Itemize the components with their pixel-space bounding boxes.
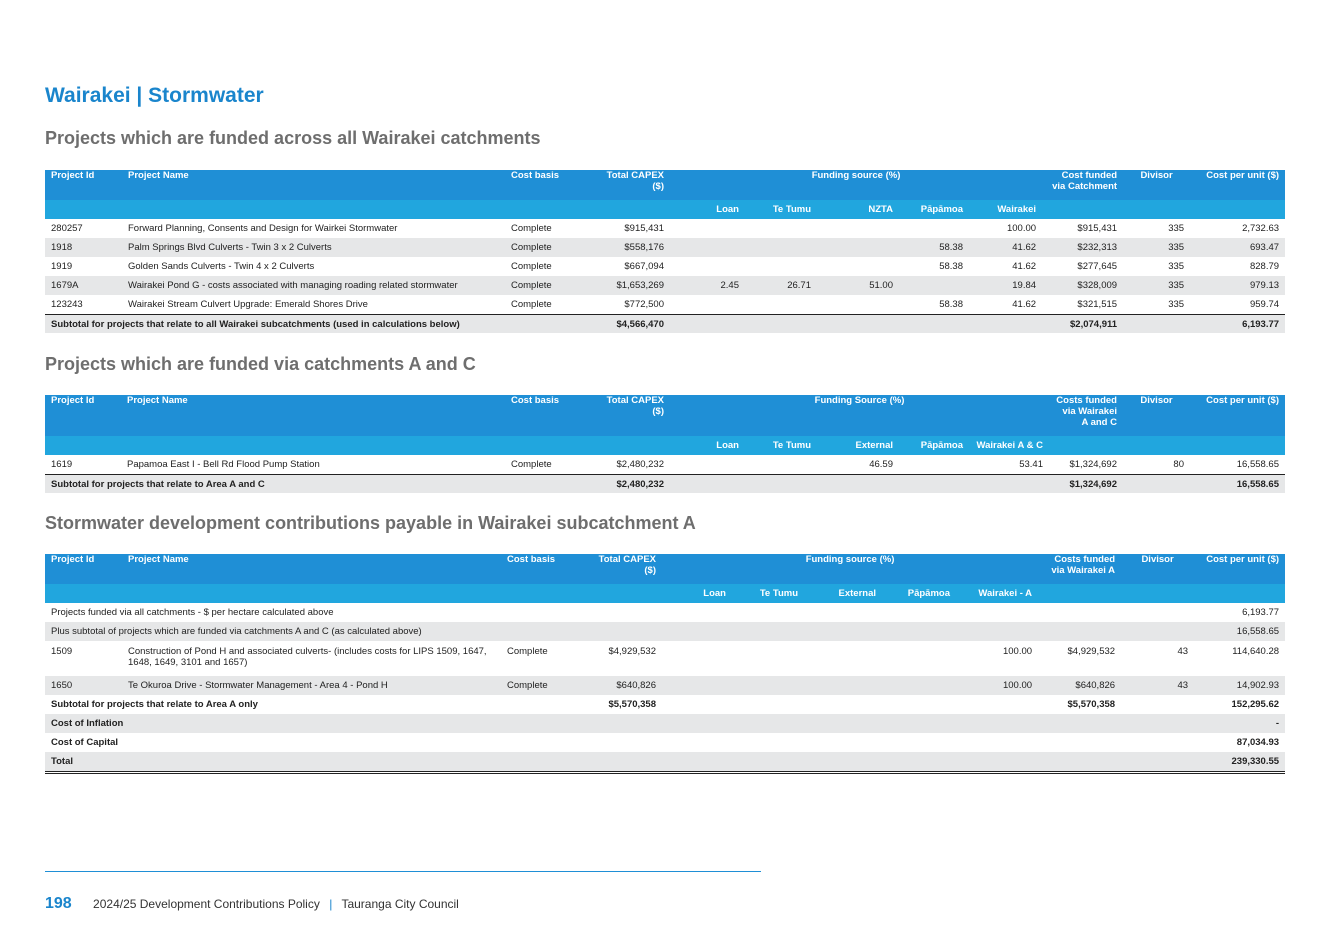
subtotal-label: Subtotal for projects that relate to all Wairakei subcatchments (used in calculations below): [45, 315, 595, 334]
cell: Complete: [511, 261, 552, 272]
cell: $4,929,532: [1067, 646, 1116, 657]
col-cost-basis: Cost basis: [501, 554, 588, 584]
cell: [745, 238, 817, 257]
table-row: [45, 219, 1285, 238]
cell: 1918: [45, 238, 122, 257]
cell: Complete: [511, 299, 552, 310]
table-header-row: [45, 395, 1285, 436]
summary-label: Projects funded via all catchments - $ per hectare calculated above: [51, 607, 334, 618]
table-row: [45, 276, 1285, 295]
col-wairakei: Wairakei: [969, 200, 1042, 219]
table-subheader-row: [45, 436, 1285, 455]
col-loan: Loan: [670, 200, 745, 219]
cell: Te Okuroa Drive - Stormwater Management - Area 4 - Pond H: [122, 676, 501, 695]
cell: $232,313: [1042, 238, 1123, 257]
cell: 46.59: [869, 459, 893, 470]
subtotal-funded: $2,074,911: [1042, 315, 1123, 334]
col-loan: Loan: [670, 436, 745, 455]
section-heading-all-catchments: Projects which are funded across all Wairakei catchments: [45, 128, 541, 148]
cell: Complete: [505, 276, 595, 295]
cell: 335: [1123, 238, 1190, 257]
cell: Construction of Pond H and associated culverts- (includes costs for LIPS 1509, 1647, 1648, 1649, 3101 and 1657): [128, 646, 487, 668]
cell: Complete: [501, 676, 588, 695]
summary-unit: 6,193.77: [1242, 607, 1280, 618]
cell: [745, 455, 817, 475]
cell: [732, 641, 804, 676]
table-a-and-c: [45, 395, 1285, 493]
cell: 58.38: [899, 238, 969, 257]
cell: $1,653,269: [595, 276, 670, 295]
cell: 979.13: [1190, 276, 1285, 295]
cell: Complete: [505, 238, 595, 257]
cell: [732, 676, 804, 695]
cell: 14,902.93: [1194, 676, 1285, 695]
total-value: 239,330.55: [1194, 752, 1285, 773]
cell: [882, 641, 956, 676]
col-wairakei-a-c: Wairakei A & C: [969, 436, 1049, 455]
cell: Wairakei Pond G - costs associated with managing roading related stormwater: [122, 276, 505, 295]
cell: 51.00: [817, 276, 899, 295]
cell: Palm Springs Blvd Culverts - Twin 3 x 2 Culverts: [122, 238, 505, 257]
cell: [899, 219, 969, 238]
col-funding-source: Funding source (%): [670, 170, 1042, 200]
cell: [899, 455, 969, 475]
cell: 41.62: [969, 238, 1042, 257]
cell: [662, 676, 732, 695]
section-heading-subcatchment-a: Stormwater development contributions payable in Wairakei subcatchment A: [45, 513, 696, 533]
col-total-capex: Total CAPEX ($): [595, 395, 670, 436]
inflation-label: Cost of Inflation: [45, 714, 1194, 733]
table-row: [45, 257, 1285, 276]
cell: 41.62: [1012, 299, 1037, 310]
cell: $915,431: [624, 223, 664, 234]
capital-label: Cost of Capital: [51, 737, 119, 748]
col-project-name: Project Name: [122, 170, 505, 200]
cell: $2,480,232: [616, 459, 664, 470]
table-row: [45, 455, 1285, 475]
col-funding-source: Funding Source (%): [670, 395, 1049, 436]
cell: $640,826: [588, 676, 662, 695]
cell: [745, 219, 817, 238]
page-number: 198: [45, 895, 72, 912]
table-subcatchment-a: [45, 554, 1285, 774]
col-cost-per-unit: Cost per unit ($): [1190, 395, 1285, 436]
footer-doc-title: 2024/25 Development Contributions Policy: [93, 897, 320, 911]
col-project-id: Project Id: [45, 395, 121, 436]
col-external: External: [817, 436, 899, 455]
col-total-capex: Total CAPEX ($): [588, 554, 662, 584]
col-papamoa: Pāpāmoa: [899, 200, 969, 219]
subtotal-label: Subtotal for projects that relate to Area A only: [51, 699, 258, 710]
table-row: [45, 641, 1285, 676]
cell: [745, 295, 817, 315]
subtotal-row: [45, 475, 1285, 494]
cell: 335: [1168, 223, 1185, 234]
cell: 100.00: [956, 676, 1038, 695]
cell: 26.71: [745, 276, 817, 295]
col-project-id: Project Id: [45, 170, 122, 200]
table-row: [45, 295, 1285, 315]
table-header-row: [45, 170, 1285, 200]
cell: [670, 238, 745, 257]
col-funding-source: Funding source (%): [662, 554, 1038, 584]
cell: 1619: [51, 459, 73, 470]
page-footer: [45, 895, 459, 913]
cell: $915,431: [1077, 223, 1118, 234]
col-cost-funded: Cost funded via Catchment: [1042, 170, 1123, 200]
cell: 16,558.65: [1236, 459, 1279, 470]
col-te-tumu: Te Tumu: [745, 436, 817, 455]
footer-org: Tauranga City Council: [341, 897, 459, 911]
cell: Forward Planning, Consents and Design for Wairkei Stormwater: [128, 223, 398, 234]
cell: 58.38: [939, 299, 963, 310]
col-cost-basis: Cost basis: [505, 170, 595, 200]
cell: 693.47: [1190, 238, 1285, 257]
col-wairakei-a: Wairakei - A: [956, 584, 1038, 603]
cell: [899, 276, 969, 295]
cell: 959.74: [1249, 299, 1280, 310]
subtotal-row: [45, 315, 1285, 334]
cell: [817, 219, 899, 238]
cell: 43: [1177, 646, 1189, 657]
table-row: [45, 676, 1285, 695]
cell: [662, 641, 732, 676]
col-divisor: Divisor: [1121, 554, 1194, 584]
cell: 828.79: [1249, 261, 1280, 272]
cell: $4,929,532: [608, 646, 656, 657]
cell: 1919: [51, 261, 73, 272]
col-papamoa: Pāpāmoa: [899, 436, 969, 455]
col-loan: Loan: [662, 584, 732, 603]
subtotal-funded: $1,324,692: [1049, 475, 1123, 494]
col-cost-per-unit: Cost per unit ($): [1190, 170, 1285, 200]
cell: Papamoa East I - Bell Rd Flood Pump Station: [127, 459, 320, 470]
cell: 1509: [51, 646, 73, 657]
cell: 58.38: [939, 261, 963, 272]
inflation-row: [45, 714, 1285, 733]
page-title: Wairakei | Stormwater: [45, 84, 264, 107]
footer-separator: |: [329, 897, 333, 911]
section-heading-a-and-c: Projects which are funded via catchments A and C: [45, 354, 476, 374]
cell: [882, 676, 956, 695]
footer-divider: [45, 871, 761, 872]
capital-value: 87,034.93: [1236, 737, 1280, 748]
summary-unit: 16,558.65: [1194, 622, 1285, 641]
col-te-tumu: Te Tumu: [732, 584, 804, 603]
table-subheader-row: [45, 200, 1285, 219]
cell: [745, 257, 817, 276]
cell: $667,094: [624, 261, 664, 272]
cell: 1679A: [45, 276, 122, 295]
cell: $640,826: [1038, 676, 1121, 695]
col-divisor: Divisor: [1123, 170, 1190, 200]
cell: Complete: [507, 646, 548, 657]
col-cost-basis: Cost basis: [505, 395, 595, 436]
cell: [670, 455, 745, 475]
cell: $277,645: [1077, 261, 1118, 272]
col-project-name: Project Name: [121, 395, 505, 436]
table-row: [45, 238, 1285, 257]
col-total-capex: Total CAPEX ($): [595, 170, 670, 200]
cell: 100.00: [1006, 223, 1037, 234]
cell: 2,732.63: [1242, 223, 1280, 234]
col-papamoa: Pāpāmoa: [882, 584, 956, 603]
cell: 41.62: [1012, 261, 1037, 272]
cell: 80: [1173, 459, 1184, 470]
cell: 53.41: [1019, 459, 1043, 470]
inflation-value: -: [1194, 714, 1285, 733]
cell: Golden Sands Culverts - Twin 4 x 2 Culverts: [128, 261, 315, 272]
subtotal-capex: $5,570,358: [608, 699, 656, 710]
col-divisor: Divisor: [1123, 395, 1190, 436]
subtotal-label: Subtotal for projects that relate to Area A and C: [45, 475, 595, 494]
cell: [817, 238, 899, 257]
cell: [804, 641, 882, 676]
cell: [670, 257, 745, 276]
col-project-name: Project Name: [122, 554, 501, 584]
summary-row: [45, 622, 1285, 641]
cell: Complete: [511, 223, 552, 234]
cell: 335: [1168, 299, 1185, 310]
subtotal-unit: 16,558.65: [1190, 475, 1285, 494]
cell: 2.45: [670, 276, 745, 295]
cell: $558,176: [595, 238, 670, 257]
cell: $321,515: [1077, 299, 1118, 310]
cell: 335: [1123, 276, 1190, 295]
col-cost-funded: Costs funded via Wairakei A: [1038, 554, 1121, 584]
summary-row: [45, 603, 1285, 622]
cell: Wairakei Stream Culvert Upgrade: Emerald Shores Drive: [128, 299, 368, 310]
col-external: External: [804, 584, 882, 603]
total-label: Total: [45, 752, 1194, 773]
cell: $1,324,692: [1069, 459, 1117, 470]
cell: [804, 676, 882, 695]
subtotal-funded: $5,570,358: [1067, 699, 1116, 710]
table-all-catchments: [45, 170, 1285, 333]
subtotal-capex: $4,566,470: [595, 315, 670, 334]
capital-row: [45, 733, 1285, 752]
col-cost-per-unit: Cost per unit ($): [1194, 554, 1285, 584]
cell: 114,640.28: [1232, 646, 1280, 657]
col-project-id: Project Id: [45, 554, 122, 584]
cell: Complete: [511, 459, 552, 470]
subtotal-row: [45, 695, 1285, 714]
cell: 43: [1121, 676, 1194, 695]
summary-label: Plus subtotal of projects which are funded via catchments A and C (as calculated above): [45, 622, 1194, 641]
col-nzta: NZTA: [817, 200, 899, 219]
subtotal-unit: 152,295.62: [1231, 699, 1280, 710]
col-te-tumu: Te Tumu: [745, 200, 817, 219]
table-header-row: [45, 554, 1285, 584]
cell: 19.84: [969, 276, 1042, 295]
cell: $772,500: [624, 299, 664, 310]
total-row: [45, 752, 1285, 773]
cell: [670, 219, 745, 238]
cell: 100.00: [1002, 646, 1033, 657]
cell: 1650: [45, 676, 122, 695]
cell: [670, 295, 745, 315]
cell: $328,009: [1042, 276, 1123, 295]
subtotal-capex: $2,480,232: [595, 475, 670, 494]
cell: 123243: [51, 299, 83, 310]
cell: [817, 295, 899, 315]
cell: 335: [1168, 261, 1185, 272]
cell: 280257: [51, 223, 83, 234]
cell: [817, 257, 899, 276]
table-subheader-row: [45, 584, 1285, 603]
col-cost-funded: Costs funded via Wairakei A and C: [1049, 395, 1123, 436]
subtotal-unit: 6,193.77: [1190, 315, 1285, 334]
